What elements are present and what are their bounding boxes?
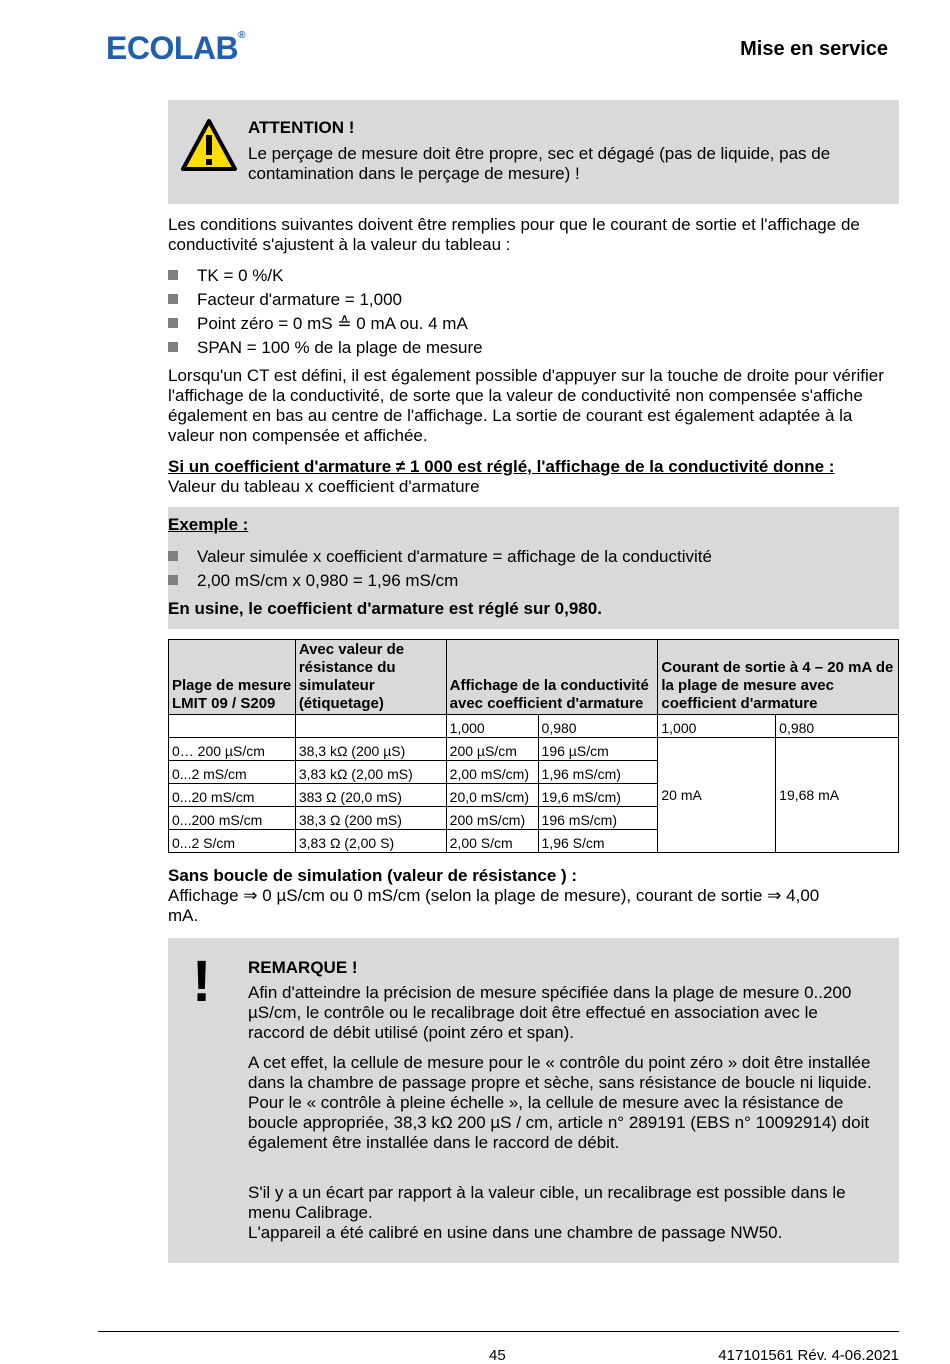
table-row: 0… 200 µS/cm 38,3 kΩ (200 µS) 200 µS/cm 196 µS/cm 20 mA 19,68 mA (169, 738, 899, 761)
remark-heading: REMARQUE ! (248, 958, 358, 977)
example-box (168, 507, 899, 629)
header-current: Courant de sortie à 4 – 20 mA de la plage de mesure avec coefficient d'armature (658, 640, 899, 715)
list-item: TK = 0 %/K (168, 266, 899, 290)
list-item: 2,00 mS/cm x 0,980 = 1,96 mS/cm (168, 571, 899, 595)
remark-paragraph: S'il y a un écart par rapport à la valeur cible, un recalibrage est possible dans le menu Calibrage. (248, 1183, 846, 1222)
list-item: Point zéro = 0 mS ≙ 0 mA ou. 4 mA (168, 314, 899, 338)
calibration-table (168, 639, 899, 853)
attention-heading: ATTENTION ! (248, 118, 355, 137)
table-row: 0...2 S/cm 3,83 Ω (2,00 S) 2,00 S/cm 1,96 S/cm (169, 830, 899, 853)
table-header-row (169, 640, 899, 715)
intro-paragraph: Les conditions suivantes doivent être remplies pour que le courant de sortie et l'affichage de conductivité s'ajustent à la valeur du tableau : (168, 215, 860, 254)
current-0980-cell: 19,68 mA (776, 738, 899, 853)
header-range: Plage de mesure LMIT 09 / S209 (169, 640, 296, 715)
list-item: SPAN = 100 % de la plage de mesure (168, 338, 899, 362)
coef-text: Valeur du tableau x coefficient d'armature (168, 477, 480, 496)
conditions-list (168, 266, 899, 362)
coef-heading: Si un coefficient d'armature ≠ 1 000 est réglé, l'affichage de la conductivité donne : (168, 457, 835, 476)
subheader-cell: 0,980 (538, 715, 658, 738)
warning-triangle-icon (180, 118, 238, 172)
header-display: Affichage de la conductivité avec coefficient d'armature (446, 640, 658, 715)
ct-paragraph: Lorsqu'un CT est défini, il est également possible d'appuyer sur la touche de droite pour vérifier l'affichage de la conductivité, de sorte que la valeur de conductivité non compensée s'affiche également en bas au centre de l'affichage. La sortie de courant est également adaptée à la valeur non compensée et affichée. (168, 366, 884, 445)
document-reference: 417101561 Rév. 4-06.2021 (718, 1347, 899, 1364)
ecolab-logo: ECOLAB® (106, 30, 245, 66)
header-resistance: Avec valeur de résistance du simulateur (étiquetage) (295, 640, 446, 715)
attention-text: Le perçage de mesure doit être propre, sec et dégagé (pas de liquide, pas de contamination dans le perçage de mesure) ! (248, 144, 831, 183)
attention-box (168, 100, 899, 204)
table-row: 0...2 mS/cm 3,83 kΩ (2,00 mS) 2,00 mS/cm) 1,96 mS/cm) (169, 761, 899, 784)
footer-divider (98, 1331, 899, 1332)
remark-paragraph: Afin d'atteindre la précision de mesure spécifiée dans la plage de mesure 0..200 µS/cm, le contrôle ou le recalibrage doit être effectué en association avec le raccord de débit utilisé (point zéro et span). (248, 983, 852, 1042)
subheader-cell: 1,000 (658, 715, 776, 738)
current-1000-cell: 20 mA (658, 738, 776, 853)
list-item: Valeur simulée x coefficient d'armature = affichage de la conductivité (168, 547, 899, 571)
factory-note: En usine, le coefficient d'armature est réglé sur 0,980. (168, 599, 602, 618)
remark-paragraph: A cet effet, la cellule de mesure pour le « contrôle du point zéro » doit être installée dans la chambre de passage propre et sèche, sans résistance de boucle ni liquide. Pour le « contrôle à pleine échelle », la cellule de mesure avec la résistance de boucle appropriée, 38,3 kΩ 200 µS / cm, article n° 289191 (EBS n° 10092914) doit également être installée dans le raccord de débit. (248, 1053, 872, 1152)
no-loop-heading: Sans boucle de simulation (valeur de résistance ) : (168, 866, 578, 885)
table-row: 0...20 mS/cm 383 Ω (20,0 mS) 20,0 mS/cm) 19,6 mS/cm) (169, 784, 899, 807)
no-loop-text: Affichage ⇒ 0 µS/cm ou 0 mS/cm (selon la plage de mesure), courant de sortie ⇒ 4,00 mA. (168, 886, 820, 925)
remark-paragraph: L'appareil a été calibré en usine dans une chambre de passage NW50. (248, 1223, 783, 1242)
table-subheader-row (169, 715, 899, 738)
remark-box (168, 938, 899, 1263)
list-item: Facteur d'armature = 1,000 (168, 290, 899, 314)
table-row: 0...200 mS/cm 38,3 Ω (200 mS) 200 mS/cm) 196 mS/cm) (169, 807, 899, 830)
example-heading: Exemple : (168, 515, 249, 534)
exclamation-icon: ! (192, 949, 212, 1014)
page-number: 45 (489, 1347, 506, 1364)
subheader-cell: 0,980 (776, 715, 899, 738)
subheader-cell: 1,000 (446, 715, 538, 738)
section-title: Mise en service (740, 38, 888, 60)
example-list (168, 547, 899, 595)
